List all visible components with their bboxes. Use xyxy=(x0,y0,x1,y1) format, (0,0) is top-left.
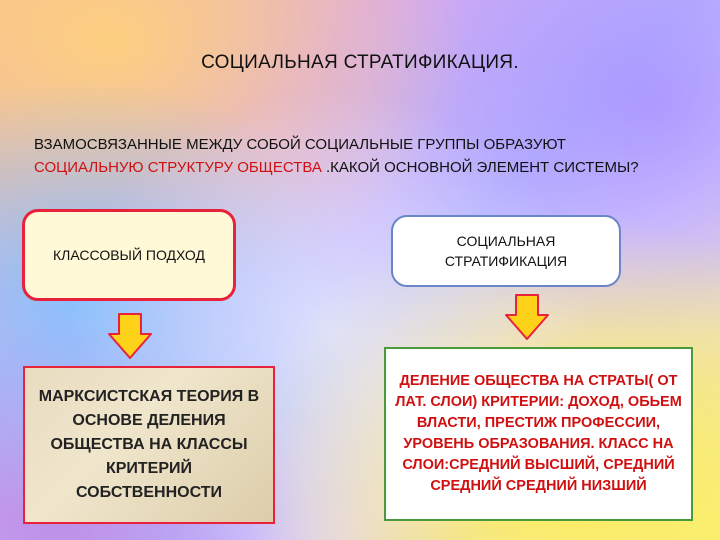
question-highlight: СОЦИАЛЬНУЮ СТРУКТУРУ ОБЩЕСТВА xyxy=(34,159,322,176)
stratification-box xyxy=(391,215,621,287)
question-text xyxy=(34,133,674,179)
class-approach-box xyxy=(22,209,236,301)
stratification-definition-text: ДЕЛЕНИЕ ОБЩЕСТВА НА СТРАТЫ( ОТ ЛАТ. СЛОИ) КРИТЕРИИ: ДОХОД, ОБЬЕМ ВЛАСТИ, ПРЕСТИЖ ПРОФЕССИИ, УРОВЕНЬ ОБРАЗОВАНИЯ. КЛАСС НА СЛОИ:СРЕДНИЙ ВЫСШИЙ, СРЕДНИЙ СРЕДНИЙ СРЕДНИЙ НИЗШИЙ xyxy=(395,373,682,494)
arrow-down-icon-right xyxy=(505,294,549,340)
question-part2: .КАКОЙ ОСНОВНОЙ ЭЛЕМЕНТ СИСТЕМЫ? xyxy=(321,159,639,176)
stratification-label: СОЦИАЛЬНАЯ СТРАТИФИКАЦИЯ xyxy=(444,233,568,269)
arrow-down-icon-left xyxy=(108,313,152,359)
slide-title: СОЦИАЛЬНАЯ СТРАТИФИКАЦИЯ. xyxy=(201,52,519,73)
marxist-theory-text: МАРКСИСТСКАЯ ТЕОРИЯ В ОСНОВЕ ДЕЛЕНИЯ ОБЩЕСТВА НА КЛАССЫ КРИТЕРИЙ СОБСТВЕННОСТИ xyxy=(38,388,260,501)
class-approach-label: КЛАССОВЫЙ ПОДХОД xyxy=(53,247,205,263)
marxist-theory-box xyxy=(23,366,275,524)
stratification-definition-box xyxy=(384,347,693,521)
question-part1: ВЗАМОСВЯЗАННЫЕ МЕЖДУ СОБОЙ СОЦИАЛЬНЫЕ ГРУППЫ ОБРАЗУЮТ xyxy=(34,136,566,153)
